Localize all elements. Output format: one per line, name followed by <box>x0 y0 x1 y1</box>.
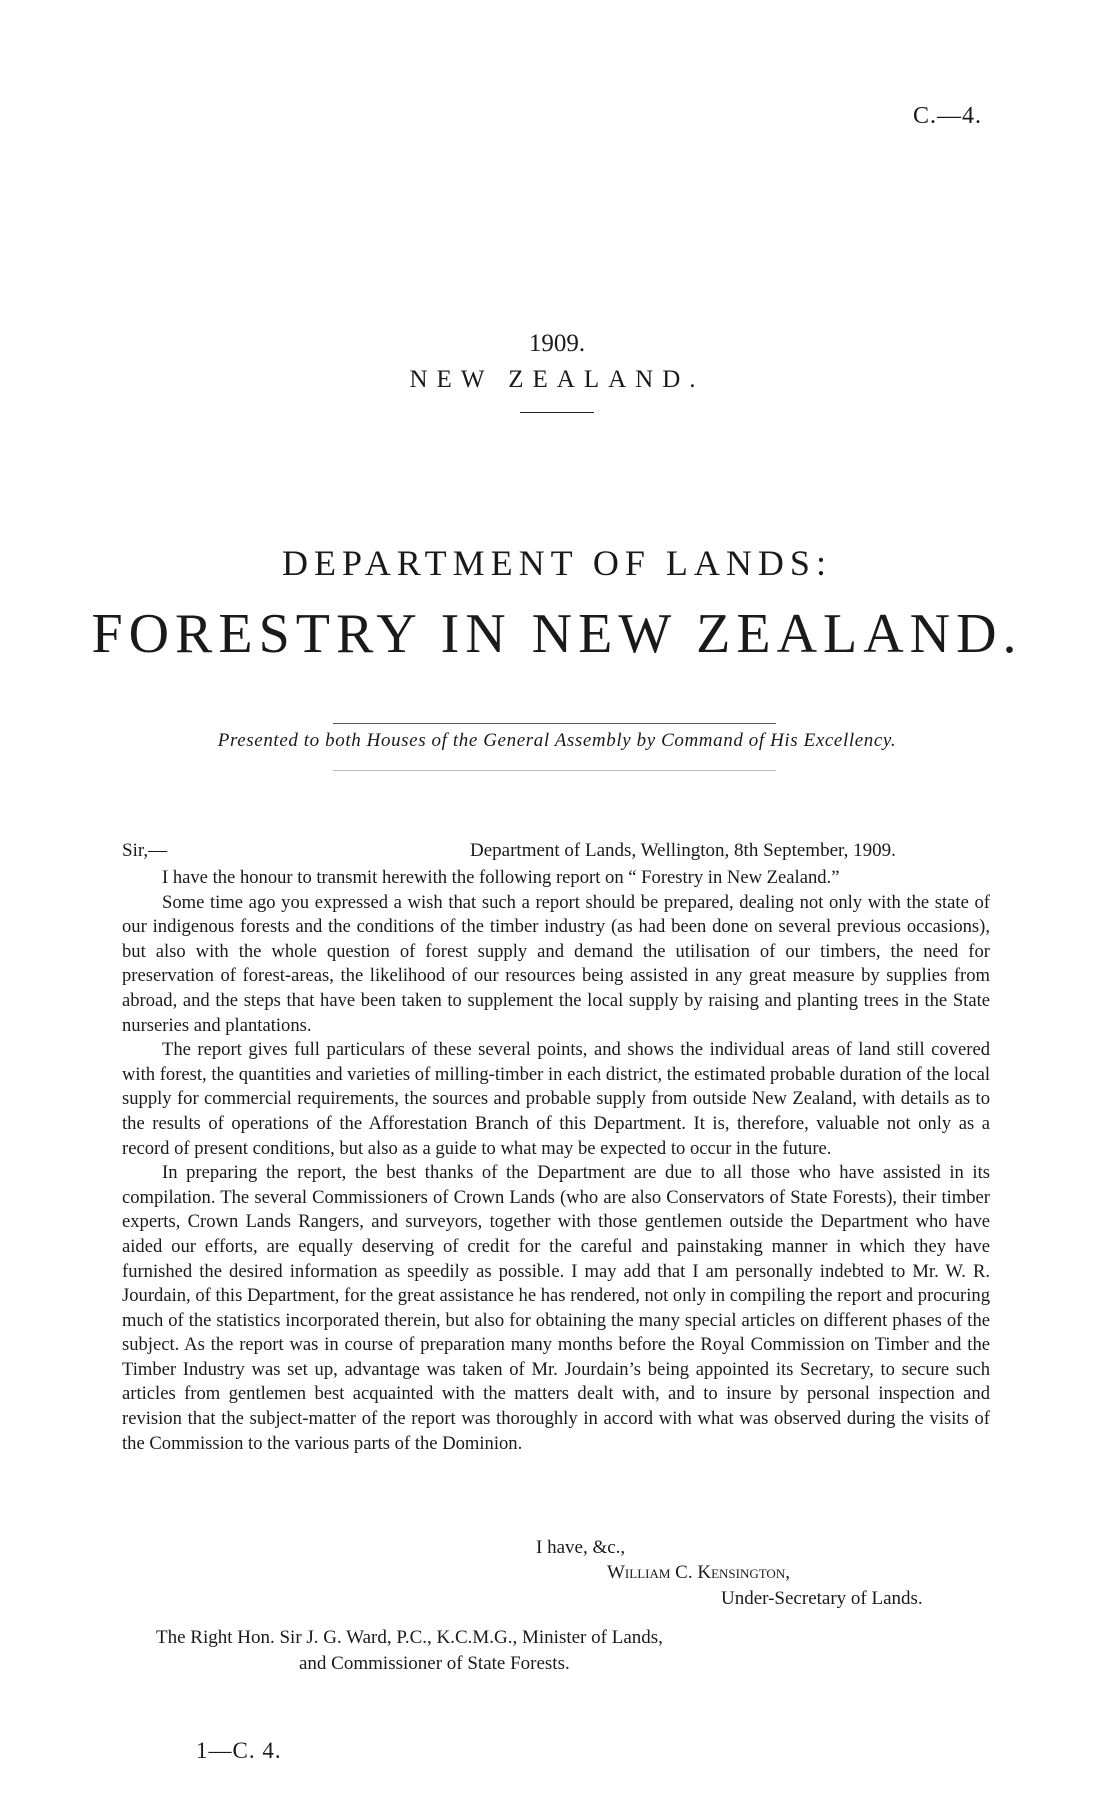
closing-formula: I have, &c., <box>536 1537 626 1558</box>
letter-paragraph-4: In preparing the report, the best thanks of the Department are due to all those who have assisted in its compilation. The several Commissioners of Crown Lands (who are also Conservators of State Forests), their timber experts, Crown Lands Rangers, and surveyors, together with those gentlemen outside the Department who have aided our efforts, are equally deserving of credit for the careful and painstaking manner in which they have furnished the desired information as speedily as possible. I may add that I am personally indebted to Mr. W. R. Jourdain, of this Department, for the great assistance he has rendered, not only in compiling the report and procuring much of the statistics incorporated therein, but also for obtaining the many special articles on different phases of the subject. As the report was in course of preparation many months before the Royal Commission on Timber and the Timber Industry was set up, advantage was taken of Mr. Jourdain’s being appointed its Secretary, to secure such articles from gentlemen best acquainted with the matters dealt with, and to insure by personal inspection and revision that the subject-matter of the report was thoroughly in accord with what was observed during the visits of the Commission to the various parts of the Dominion. <box>122 1162 990 1454</box>
report-year: 1909. <box>528 330 586 357</box>
letter-body <box>122 866 990 1456</box>
heading-divider <box>520 412 594 413</box>
addressee-line-1: The Right Hon. Sir J. G. Ward, P.C., K.C.M.G., Minister of Lands, <box>156 1627 663 1648</box>
salutation: Sir,— <box>122 840 168 861</box>
addressee-line-2: and Commissioner of State Forests. <box>299 1653 570 1674</box>
presented-rule-top <box>333 723 776 724</box>
letter-paragraph-2: Some time ago you expressed a wish that such a report should be prepared, dealing not only with the state of our indigenous forests and the conditions of the timber industry (as had been done on several previous occasions), but also with the whole question of forest supply and demand the utilisation of our timbers, the need for preservation of forest-areas, the likelihood of our resources being assisted in any great measure by supplies from abroad, and the steps that have been taken to supplement the local supply by raising and planting trees in the State nurseries and plantations. <box>122 891 990 1036</box>
presented-rule-bottom <box>333 770 776 771</box>
sheet-signature: 1—C. 4. <box>196 1738 282 1763</box>
department-heading: DEPARTMENT OF LANDS: <box>282 543 832 583</box>
page-reference: C.—4. <box>912 103 982 129</box>
country-heading: NEW ZEALAND. <box>409 366 705 393</box>
letter-paragraph-3: The report gives full particulars of these several points, and shows the individual areas of land still covered with forest, the quantities and varieties of milling-timber in each district, the estimated probable duration of the local supply for commercial requirements, the sources and probable supply from outside New Zealand, with details as to the results of operations of the Afforestation Branch of this Department. It is, therefore, valuable not only as a record of present conditions, but also as a guide to what may be expected to occur in the future. <box>122 1039 990 1159</box>
document-title: FORESTRY IN NEW ZEALAND. <box>91 603 1023 665</box>
presented-statement: Presented to both Houses of the General Assembly by Command of His Excellency. <box>217 730 897 751</box>
letter-paragraph-1: I have the honour to transmit herewith the following report on “ Forestry in New Zealand.” <box>162 867 840 888</box>
signatory-name: William C. Kensington, <box>607 1562 790 1583</box>
dateline: Department of Lands, Wellington, 8th September, 1909. <box>470 840 896 861</box>
signatory-title: Under-Secretary of Lands. <box>721 1588 923 1609</box>
